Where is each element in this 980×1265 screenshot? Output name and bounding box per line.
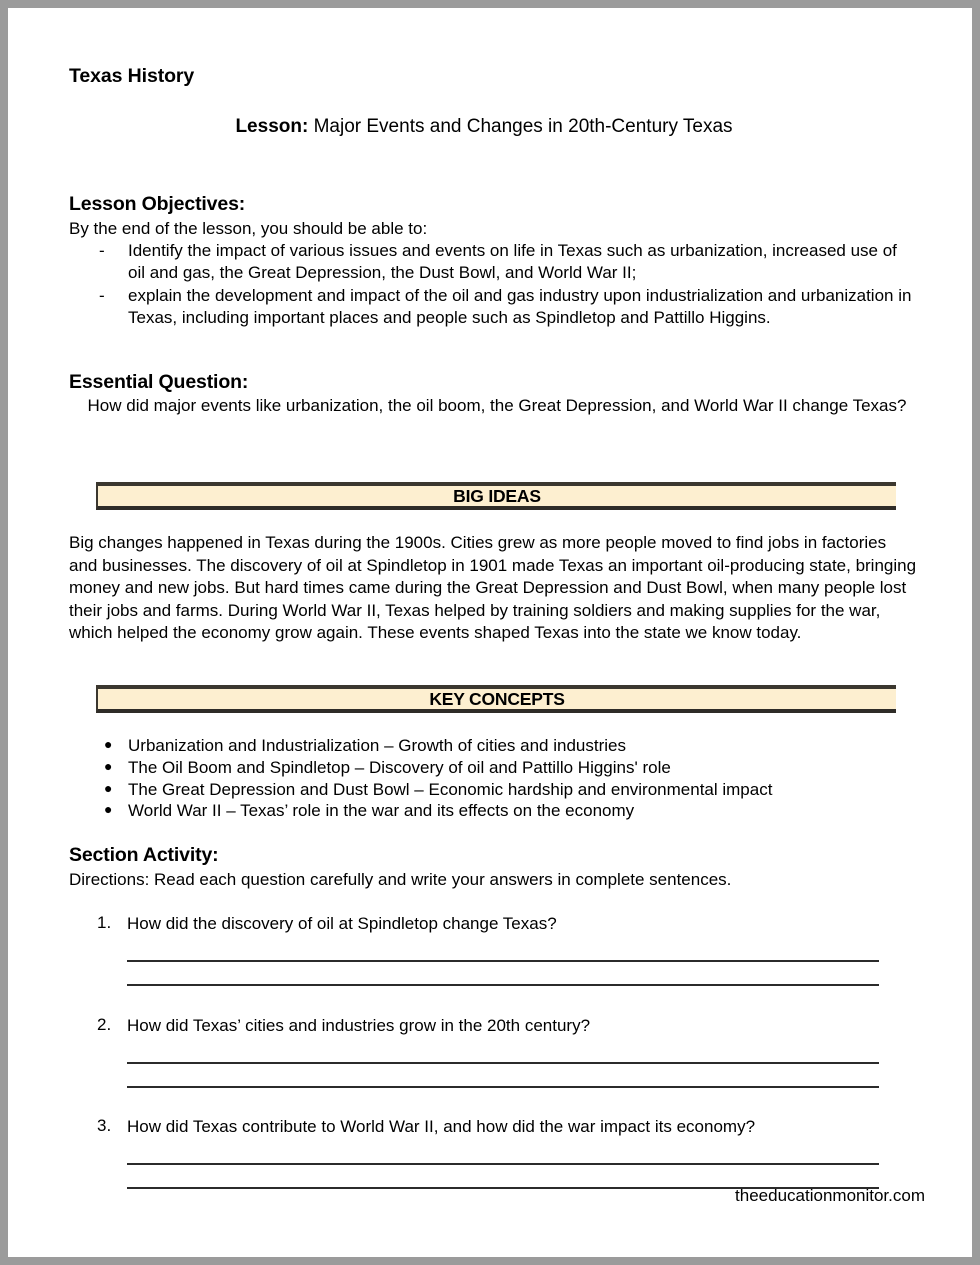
essential-question-text: How did major events like urbanization, the oil boom, the Great Depression, and World War II change Texas? (87, 396, 907, 415)
essential-question-section (69, 371, 925, 418)
lesson-objectives-heading: Lesson Objectives: (69, 193, 246, 215)
question-text: How did Texas contribute to World War II, and how did the war impact its economy? (127, 1117, 756, 1136)
section-activity-directions: Directions: Read each question carefully and write your answers in complete sentences. (69, 870, 732, 889)
answer-line[interactable] (127, 966, 879, 986)
lesson-objectives-intro: By the end of the lesson, you should be able to: (69, 219, 428, 238)
dash-marker-icon: - (99, 285, 105, 305)
bullet-marker-icon: ● (104, 757, 113, 774)
page-content-column (69, 8, 925, 1257)
objective-text: explain the development and impact of the oil and gas industry upon industrialization and urbanization in Texas, including important places and people such as Spindletop and Pattillo Higgins. (128, 285, 912, 327)
section-activity-heading: Section Activity: (69, 844, 219, 866)
question-number: 2. (97, 1014, 112, 1034)
objective-text: Identify the impact of various issues and events on life in Texas such as urbanization, increased use of oil and gas, the Great Depression, the Dust Bowl, and World War II; (128, 240, 897, 282)
list-item (69, 240, 914, 285)
answer-line[interactable] (127, 1044, 879, 1064)
question-text: How did Texas’ cities and industries grow in the 20th century? (127, 1015, 591, 1035)
section-activity-section (69, 844, 914, 891)
page-title: Texas History (69, 65, 195, 87)
question-item (69, 1015, 925, 1088)
answer-line[interactable] (127, 942, 879, 962)
lesson-title: Major Events and Changes in 20th-Century Texas (313, 116, 733, 137)
question-number: 3. (97, 1116, 112, 1135)
worksheet-page (8, 8, 972, 1257)
answer-line[interactable] (127, 1068, 879, 1088)
question-item (69, 913, 925, 986)
bullet-marker-icon: ● (104, 779, 113, 796)
question-item (69, 1116, 925, 1189)
list-item (69, 735, 914, 757)
lesson-objectives-section (69, 193, 914, 330)
list-item (69, 285, 914, 330)
lesson-label: Lesson: (235, 116, 309, 137)
key-concept-text: The Great Depression and Dust Bowl – Economic hardship and environmental impact (128, 779, 773, 799)
key-concept-text: World War II – Texas’ role in the war and its effects on the economy (128, 801, 635, 821)
dash-marker-icon: - (99, 240, 105, 260)
answer-area[interactable] (127, 1145, 879, 1189)
lesson-title-line (69, 116, 899, 138)
answer-area[interactable] (127, 942, 879, 986)
question-number: 1. (97, 913, 112, 932)
bullet-marker-icon: ● (104, 801, 113, 818)
list-item (69, 800, 914, 822)
key-concept-text: The Oil Boom and Spindletop – Discovery of oil and Pattillo Higgins' role (128, 757, 671, 777)
answer-line[interactable] (127, 1145, 879, 1165)
answer-area[interactable] (127, 1044, 879, 1088)
key-concepts-list (69, 735, 914, 822)
footer-attribution: theeducationmonitor.com (735, 1186, 925, 1205)
key-concepts-banner: KEY CONCEPTS (96, 685, 896, 713)
big-ideas-banner: BIG IDEAS (96, 482, 896, 510)
list-item (69, 757, 914, 779)
question-text: How did the discovery of oil at Spindletop change Texas? (127, 914, 557, 933)
questions-list (69, 913, 925, 1218)
key-concept-text: Urbanization and Industrialization – Growth of cities and industries (128, 736, 626, 755)
essential-question-heading: Essential Question: (69, 371, 249, 393)
bullet-marker-icon: ● (104, 736, 113, 752)
list-item (69, 779, 914, 801)
lesson-objectives-list (69, 240, 914, 330)
big-ideas-paragraph: Big changes happened in Texas during the 1900s. Cities grew as more people moved to find jobs in factories and businesses. The discovery of oil at Spindletop in 1901 made Texas an important oil-producing state, bringing money and new jobs. But hard times came during the Great Depression and Dust Bowl, when many people lost their jobs and farms. During World War II, Texas helped by training soldiers and making supplies for the war, which helped the economy grow again. These events shaped Texas into the state we know today. (69, 533, 917, 643)
